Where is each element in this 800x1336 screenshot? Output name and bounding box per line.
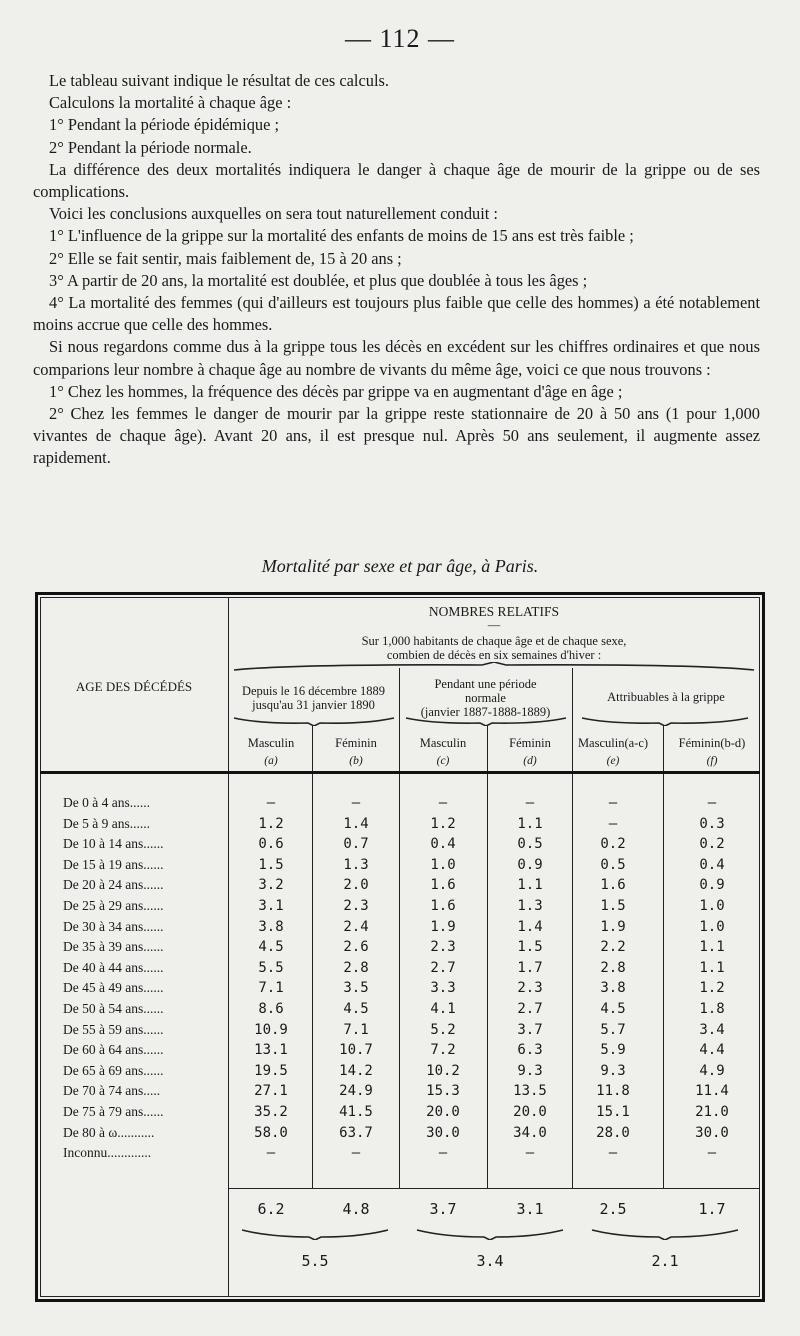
column-label: Féminin(b-d) <box>678 736 746 750</box>
age-label: De 50 à 54 ans...... <box>63 1001 164 1016</box>
total-brace-2 <box>415 1228 565 1240</box>
table-cell: 1.9 <box>600 918 626 935</box>
table-cell: 1.2 <box>699 980 725 997</box>
table-cell: 10.7 <box>339 1042 373 1059</box>
table-cell: 2.4 <box>343 918 369 935</box>
row-header: AGE DES DÉCÉDÉS <box>75 679 193 694</box>
table-cell: 1.2 <box>430 815 456 832</box>
age-label: De 45 à 49 ans...... <box>63 980 164 996</box>
total-cell: 6.2 <box>257 1200 285 1218</box>
age-label: De 80 à ω........... <box>63 1124 155 1140</box>
table-cell: 63.7 <box>339 1124 373 1141</box>
age-label: De 65 à 69 ans...... <box>63 1062 164 1078</box>
paragraph: 4° La mortalité des femmes (qui d'ailleurs est toujours plus faible que celle des hommes) a été notablement moins accrue que celle des hommes. <box>33 293 760 335</box>
paragraph: 2° Elle se fait sentir, mais faiblement de, 15 à 20 ans ; <box>49 248 402 268</box>
column-label: Masculin(a-c) <box>577 736 649 750</box>
combined-total: 3.4 <box>476 1252 504 1270</box>
header-bottom-rule <box>40 771 760 774</box>
divider-col-e <box>663 725 664 1188</box>
group-3-brace <box>580 716 750 726</box>
total-cell: 3.1 <box>516 1200 544 1218</box>
total-cell: 2.5 <box>599 1200 627 1218</box>
sub-header-line-1: Sur 1,000 habitants de chaque âge et de chaque sexe, <box>361 634 627 648</box>
table-cell: 41.5 <box>339 1104 373 1120</box>
column-code: (f) <box>706 755 718 767</box>
divider-col-a <box>312 725 313 1188</box>
table-cell: 0.9 <box>517 856 543 873</box>
table-cell: 1.6 <box>430 898 456 914</box>
combined-total: 5.5 <box>301 1252 329 1270</box>
totals-rule <box>228 1188 760 1189</box>
column-code: (b) <box>349 755 363 767</box>
paragraph: 2° Chez les femmes le danger de mourir par la grippe reste stationnaire de 20 à 50 ans (1 pour 1,000 vivantes de chaque âge). Avant 20 ans, il est presque nul. Après 50 ans seulement, il augmente assez rapidement. <box>33 404 760 468</box>
paragraph: 1° L'influence de la grippe sur la mortalité des enfants de moins de 15 ans est très faible ; <box>49 226 634 246</box>
table-cell: 21.0 <box>695 1104 729 1120</box>
table-cell: 13.1 <box>254 1042 288 1059</box>
total-cell: 3.7 <box>429 1200 457 1218</box>
table-cell: 30.0 <box>426 1124 460 1141</box>
table-cell: 0.2 <box>600 836 626 853</box>
table-cell: 0.5 <box>517 836 543 853</box>
age-label: De 30 à 34 ans...... <box>63 918 164 934</box>
body-text <box>33 70 760 470</box>
total-brace-1 <box>240 1228 390 1240</box>
table-cell: 11.4 <box>695 1083 729 1100</box>
age-label: De 35 à 39 ans...... <box>63 939 164 955</box>
table-cell: — <box>525 795 535 811</box>
column-code: (a) <box>264 755 278 767</box>
table-cell: 2.7 <box>430 959 456 976</box>
table-cell: — <box>608 1145 618 1162</box>
table-cell: 2.3 <box>430 939 456 956</box>
table-cell: 7.1 <box>258 980 284 997</box>
paragraph: 3° A partir de 20 ans, la mortalité est doublée, et plus que doublée à tous les âges ; <box>49 270 588 290</box>
table-cell: 0.9 <box>699 877 725 894</box>
divider-group-1 <box>399 668 400 1188</box>
table-cell: 0.2 <box>699 836 725 853</box>
table-cell: — <box>707 795 717 811</box>
table-cell: 24.9 <box>339 1083 373 1100</box>
age-label: De 75 à 79 ans...... <box>63 1104 164 1119</box>
table-cell: 11.8 <box>596 1083 630 1100</box>
total-cell: 4.8 <box>342 1200 370 1218</box>
group-1-brace <box>232 716 396 726</box>
table-cell: 4.5 <box>343 1001 369 1017</box>
table-cell: 3.8 <box>258 918 284 935</box>
table-cell: 1.5 <box>517 939 543 956</box>
table-cell: — <box>438 1145 448 1162</box>
table-cell: 2.3 <box>343 898 369 914</box>
paragraph: La différence des deux mortalités indiquera le danger à chaque âge de mourir de la grippe ou de ses complications. <box>33 159 760 202</box>
column-code: (c) <box>436 755 450 767</box>
combined-total: 2.1 <box>651 1252 679 1270</box>
table-cell: 2.6 <box>343 939 369 956</box>
table-cell: 35.2 <box>254 1104 288 1120</box>
table-cell: 9.3 <box>600 1062 626 1079</box>
table-cell: 1.2 <box>258 815 284 832</box>
column-label: Féminin <box>509 736 551 750</box>
age-label: De 0 à 4 ans...... <box>63 795 150 810</box>
table-cell: 14.2 <box>339 1062 373 1079</box>
table-cell: 28.0 <box>596 1124 630 1141</box>
column-label: Masculin <box>419 736 467 750</box>
table-cell: 5.5 <box>258 959 284 976</box>
super-header: NOMBRES RELATIFS <box>428 604 560 619</box>
table-cell: 3.4 <box>699 1021 725 1038</box>
table-cell: 4.4 <box>699 1042 725 1059</box>
table-cell: — <box>351 795 361 811</box>
table-cell: 1.7 <box>517 959 543 976</box>
table-cell: 0.4 <box>430 836 456 853</box>
table-cell: — <box>266 1145 276 1162</box>
table-cell: 1.1 <box>699 959 725 976</box>
table-cell: 8.6 <box>258 1001 284 1017</box>
table-cell: 4.5 <box>258 939 284 956</box>
table-cell: 4.9 <box>699 1062 725 1079</box>
table-cell: 4.5 <box>600 1001 626 1017</box>
sub-header-line-2: combien de décès en six semaines d'hiver : <box>386 648 602 662</box>
table-cell: — <box>351 1145 361 1162</box>
table-cell: 13.5 <box>513 1083 547 1100</box>
table-cell: 1.8 <box>699 1001 725 1017</box>
table-cell: 3.7 <box>517 1021 543 1038</box>
group-2-line: Pendant une période <box>434 677 537 691</box>
paragraph: 1° Pendant la période épidémique ; <box>49 115 280 135</box>
column-code: (d) <box>523 755 537 767</box>
age-label: De 5 à 9 ans...... <box>63 815 150 831</box>
table-cell: 1.6 <box>430 877 456 894</box>
table-cell: 1.1 <box>517 815 543 832</box>
age-label: De 60 à 64 ans...... <box>63 1042 164 1058</box>
table-cell: 0.3 <box>699 815 725 832</box>
table-cell: 1.0 <box>699 898 725 914</box>
table-cell: — <box>608 795 618 811</box>
table-cell: 27.1 <box>254 1083 288 1100</box>
table-cell: 58.0 <box>254 1124 288 1141</box>
table-cell: 1.5 <box>600 898 626 914</box>
group-2-brace <box>404 716 568 726</box>
page-number: — 112 — <box>344 24 456 53</box>
table-cell: 2.8 <box>343 959 369 976</box>
table-cell: 3.1 <box>258 898 284 914</box>
table-cell: 1.9 <box>430 918 456 935</box>
table-cell: 15.3 <box>426 1083 460 1100</box>
group-1-header <box>228 684 399 712</box>
column-label: Masculin <box>247 736 295 750</box>
table-cell: 7.2 <box>430 1042 456 1059</box>
table-cell: 1.3 <box>343 856 369 873</box>
age-label: De 15 à 19 ans...... <box>63 856 164 872</box>
table-cell: 20.0 <box>426 1104 460 1120</box>
table-cell: 2.2 <box>600 939 626 956</box>
table-cell: 9.3 <box>517 1062 543 1079</box>
group-2-line: normale <box>465 691 506 705</box>
table-cell: — <box>266 795 276 811</box>
table-cell: 1.6 <box>600 877 626 894</box>
paragraph: Le tableau suivant indique le résultat de ces calculs. <box>49 71 389 90</box>
age-label: De 10 à 14 ans...... <box>63 836 164 852</box>
column-label: Féminin <box>335 736 377 750</box>
table-cell: 5.2 <box>430 1021 456 1038</box>
table-cell: 3.3 <box>430 980 456 997</box>
paragraph: 2° Pendant la période normale. <box>49 137 252 157</box>
table-cell: 5.9 <box>600 1042 626 1059</box>
age-label: De 40 à 44 ans...... <box>63 959 164 975</box>
group-1-line: jusqu'au 31 janvier 1890 <box>252 698 375 712</box>
table-cell: 2.3 <box>517 980 543 997</box>
paragraph: Si nous regardons comme dus à la grippe tous les décès en excédent sur les chiffres ordinaires et que nous comparions leur nombre à chaque âge au nombre de vivants du même âge, voici ce que nous trouvons : <box>33 337 760 379</box>
header-brace <box>232 662 756 672</box>
table-cell: 6.3 <box>517 1042 543 1059</box>
table-cell: 10.2 <box>426 1062 460 1079</box>
table-cell: 30.0 <box>695 1124 729 1141</box>
age-label: De 20 à 24 ans...... <box>63 877 164 893</box>
table-cell: 2.8 <box>600 959 626 976</box>
table-cell: 3.8 <box>600 980 626 997</box>
group-2-line: (janvier 1887-1888-1889) <box>420 705 551 719</box>
group-1-line: Depuis le 16 décembre 1889 <box>241 684 385 698</box>
table-cell: 1.4 <box>517 918 543 935</box>
table-cell: 19.5 <box>254 1062 288 1079</box>
paragraph: Voici les conclusions auxquelles on sera tout naturellement conduit : <box>49 204 498 224</box>
age-label: De 55 à 59 ans...... <box>63 1021 164 1037</box>
table-cell: 34.0 <box>513 1124 547 1141</box>
table-cell: — <box>525 1145 535 1162</box>
table-cell: 1.0 <box>430 856 456 873</box>
divider-col-c <box>487 725 488 1188</box>
table-cell: 1.1 <box>699 939 725 956</box>
table-cell: 3.5 <box>343 980 369 997</box>
paragraph: Calculons la mortalité à chaque âge : <box>49 93 292 113</box>
super-header-dash: — <box>487 618 501 632</box>
table-cell: 7.1 <box>343 1021 369 1038</box>
table-cell: 1.3 <box>517 898 543 914</box>
age-label: De 70 à 74 ans..... <box>63 1083 161 1099</box>
total-cell: 1.7 <box>698 1200 726 1218</box>
group-2-header <box>399 677 572 719</box>
table-cell: 20.0 <box>513 1104 547 1120</box>
paragraph: 1° Chez les hommes, la fréquence des décès par grippe va en augmentant d'âge en âge ; <box>49 381 623 401</box>
table-cell: 1.5 <box>258 856 284 873</box>
table-cell: 2.7 <box>517 1001 543 1017</box>
table-cell: 1.4 <box>343 815 369 832</box>
table-cell: — <box>608 815 618 832</box>
table-cell: 2.0 <box>343 877 369 894</box>
table-cell: 0.7 <box>343 836 369 853</box>
table-cell: 15.1 <box>596 1104 630 1120</box>
column-code: (e) <box>606 755 620 767</box>
total-brace-3 <box>590 1228 740 1240</box>
table-cell: 0.5 <box>600 856 626 873</box>
age-label: Inconnu............. <box>63 1145 152 1161</box>
table-cell: 10.9 <box>254 1021 288 1038</box>
table-cell: 3.2 <box>258 877 284 894</box>
table-cell: 4.1 <box>430 1001 456 1017</box>
group-3-header: Attribuables à la grippe <box>607 690 725 704</box>
table-cell: 5.7 <box>600 1021 626 1038</box>
table-cell: — <box>707 1145 717 1162</box>
table-cell: 0.6 <box>258 836 284 853</box>
table-cell: 1.1 <box>517 877 543 894</box>
table-cell: 1.0 <box>699 918 725 935</box>
age-label: De 25 à 29 ans...... <box>63 898 164 913</box>
table-title: Mortalité par sexe et par âge, à Paris. <box>261 556 539 576</box>
table-cell: 0.4 <box>699 856 725 873</box>
table-cell: — <box>438 795 448 811</box>
